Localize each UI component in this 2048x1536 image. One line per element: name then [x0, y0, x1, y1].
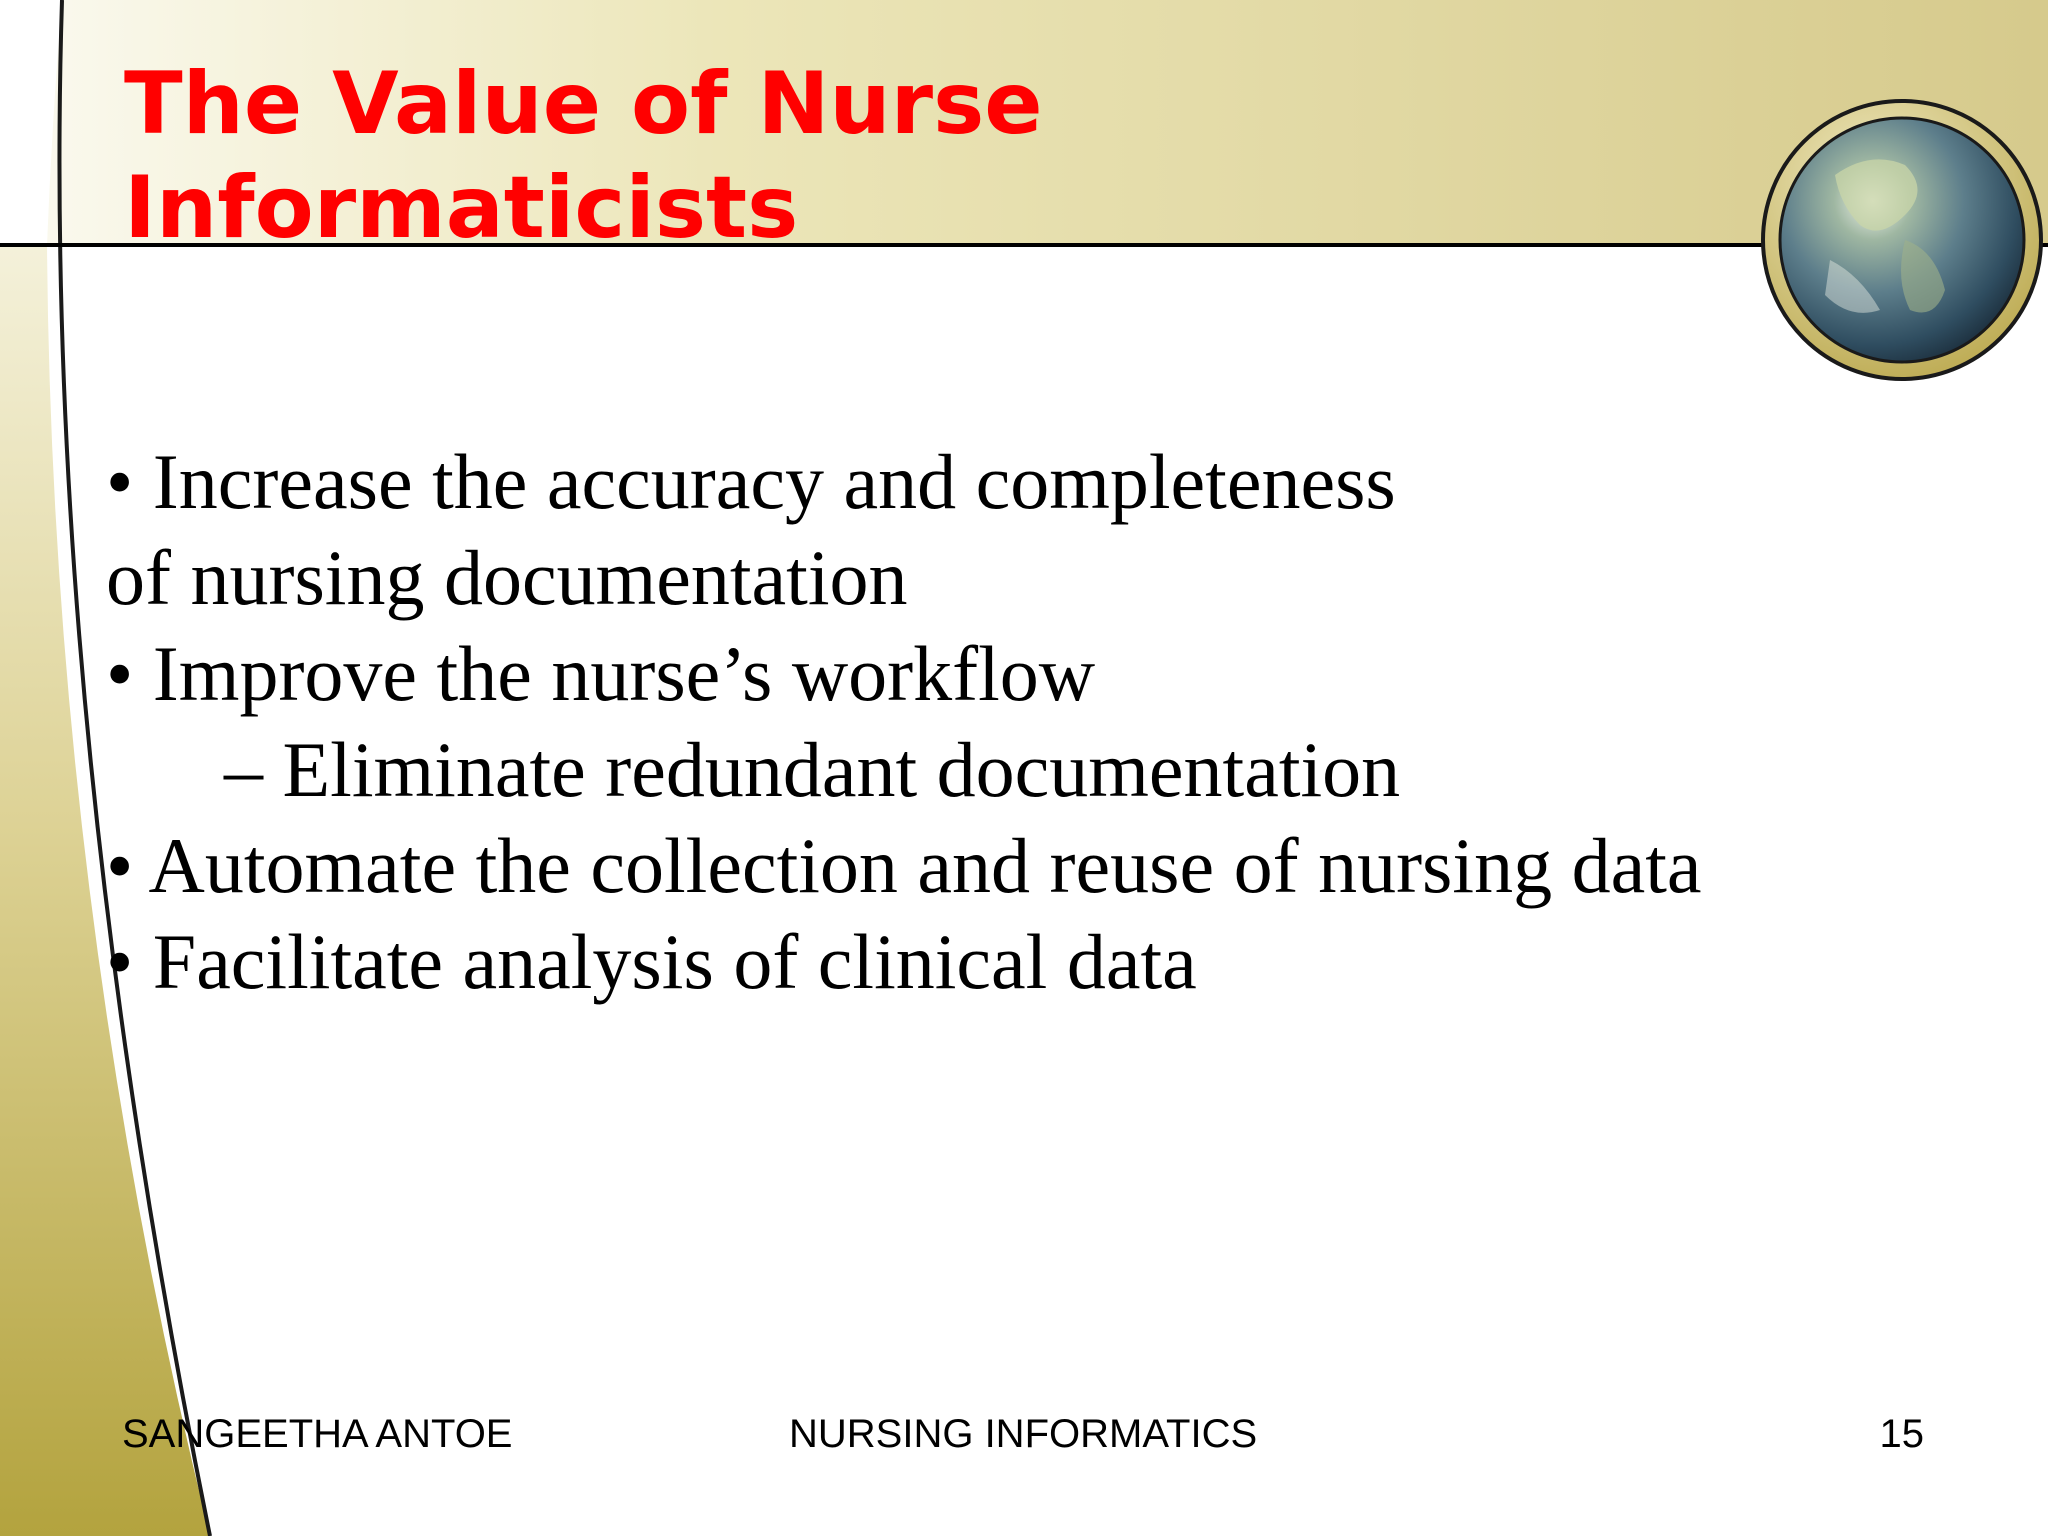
bullet-item: • Increase the accuracy and completeness	[106, 438, 1396, 525]
bullet-item: • Automate the collection and reuse of nursing data	[106, 822, 1702, 909]
footer-author: SANGEETHA ANTOE	[122, 1412, 513, 1456]
bullet-list	[106, 434, 1906, 1010]
bullet-item: • Improve the nurse’s workflow	[106, 630, 1096, 717]
footer-course: NURSING INFORMATICS	[789, 1412, 1258, 1456]
bullet-item: • Facilitate analysis of clinical data	[106, 918, 1197, 1005]
slide-title-line-2: Informaticists	[124, 158, 799, 258]
globe-icon	[1763, 101, 2041, 379]
sub-bullet-item: – Eliminate redundant documentation	[224, 726, 1401, 813]
footer-page-number: 15	[1879, 1412, 1924, 1456]
slide-title	[124, 52, 1624, 260]
bullet-item-continuation: of nursing documentation	[106, 534, 908, 621]
slide-title-line-1: The Value of Nurse	[124, 54, 1043, 154]
